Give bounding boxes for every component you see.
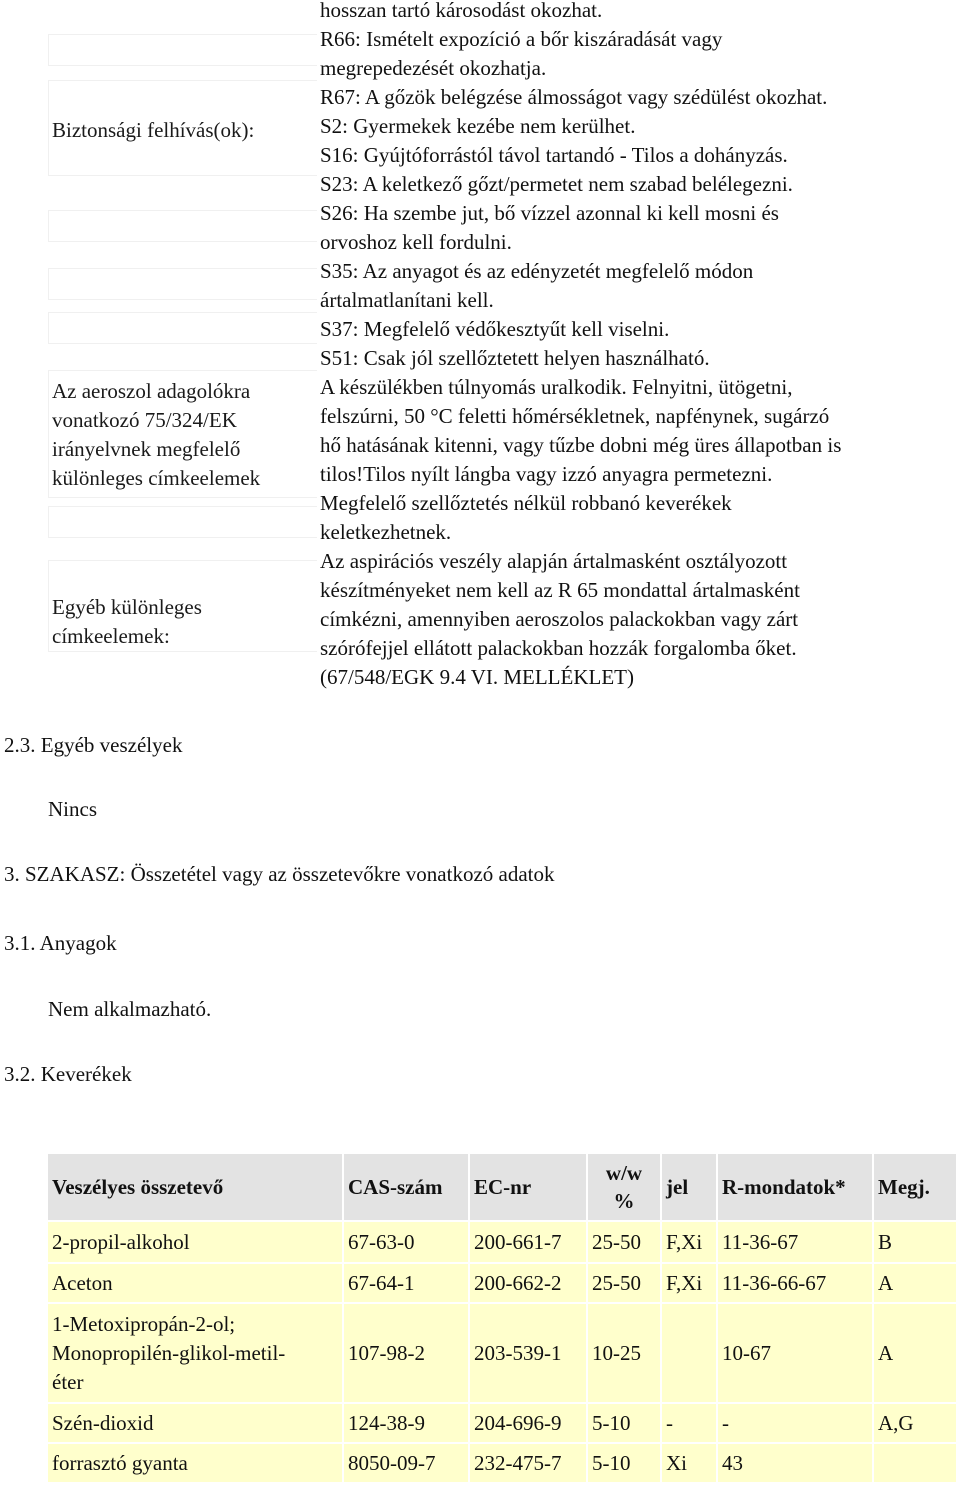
cell-notes xyxy=(874,1444,956,1482)
text-line: hő hatásának kitenni, vagy tűzbe dobni még üres állapotban is xyxy=(320,433,842,457)
cell-symbol xyxy=(662,1304,716,1402)
cell-r-phrases: 11-36-66-67 xyxy=(718,1264,872,1302)
label-cell xyxy=(48,210,317,242)
cell-ec: 200-661-7 xyxy=(470,1222,586,1262)
section-3-title: 3. SZAKASZ: Összetétel vagy az összetevőkre vonatkozó adatok xyxy=(4,862,555,886)
col-header-notes: Megj. xyxy=(874,1154,956,1220)
label-cell xyxy=(48,34,317,66)
label-cell xyxy=(48,506,317,538)
table-row xyxy=(48,1222,956,1262)
cell-symbol: F,Xi xyxy=(662,1264,716,1302)
text-line: S23: A keletkező gőzt/permetet nem szabad belélegezni. xyxy=(320,172,793,196)
col-header-ww: w/w % xyxy=(588,1154,660,1220)
col-header-ec: EC-nr xyxy=(470,1154,586,1220)
cell-r-phrases: 43 xyxy=(718,1444,872,1482)
table-row xyxy=(48,1404,956,1442)
safety-text-block xyxy=(320,0,950,692)
cell-cas: 67-64-1 xyxy=(344,1264,468,1302)
text-line: orvoshoz kell fordulni. xyxy=(320,230,512,254)
table-row xyxy=(48,1444,956,1482)
table-row xyxy=(48,1264,956,1302)
col-header-symbol: jel xyxy=(662,1154,716,1220)
cell-cas: 124-38-9 xyxy=(344,1404,468,1442)
ingredients-table xyxy=(46,1152,958,1484)
cell-cas: 107-98-2 xyxy=(344,1304,468,1402)
cell-cas: 67-63-0 xyxy=(344,1222,468,1262)
col-header-cas: CAS-szám xyxy=(344,1154,468,1220)
text-line: szórófejjel ellátott palackokban hozzák forgalomba őket. xyxy=(320,636,797,660)
text-line: hosszan tartó károsodást okozhat. xyxy=(320,0,603,22)
table-header-row xyxy=(48,1154,956,1220)
cell-component: 2-propil-alkohol xyxy=(48,1222,342,1262)
text-line: Megfelelő szellőztetés nélkül robbanó keverékek xyxy=(320,491,732,515)
cell-ww: 10-25 xyxy=(588,1304,660,1402)
col-header-component: Veszélyes összetevő xyxy=(48,1154,342,1220)
table-row xyxy=(48,1304,956,1402)
cell-notes: A xyxy=(874,1264,956,1302)
text-line: keletkezhetnek. xyxy=(320,520,452,544)
col-header-r-phrases: R-mondatok* xyxy=(718,1154,872,1220)
text-line: ártalmatlanítani kell. xyxy=(320,288,494,312)
text-line: S16: Gyújtóforrástól távol tartandó - Tilos a dohányzás. xyxy=(320,143,788,167)
cell-cas: 8050-09-7 xyxy=(344,1444,468,1482)
cell-component: Aceton xyxy=(48,1264,342,1302)
cell-r-phrases: - xyxy=(718,1404,872,1442)
cell-symbol: F,Xi xyxy=(662,1222,716,1262)
text-line: Az aspirációs veszély alapján ártalmasként osztályozott xyxy=(320,549,788,573)
section-3-1-title: 3.1. Anyagok xyxy=(4,931,117,955)
text-line: S51: Csak jól szellőztetett helyen használható. xyxy=(320,346,710,370)
section-3-2-title: 3.2. Keverékek xyxy=(4,1062,132,1086)
other-label: Egyéb különleges címkeelemek: xyxy=(52,595,202,648)
text-line: tilos!Tilos nyílt lángba vagy izzó anyagra permetezni. xyxy=(320,462,773,486)
text-line: S35: Az anyagot és az edényzetét megfelelő módon xyxy=(320,259,754,283)
cell-symbol: - xyxy=(662,1404,716,1442)
cell-notes: A,G xyxy=(874,1404,956,1442)
text-line: A készülékben túlnyomás uralkodik. Felnyitni, ütögetni, xyxy=(320,375,793,399)
cell-ww: 5-10 xyxy=(588,1444,660,1482)
cell-r-phrases: 10-67 xyxy=(718,1304,872,1402)
section-2-3-title: 2.3. Egyéb veszélyek xyxy=(4,733,183,757)
text-line: megrepedezését okozhatja. xyxy=(320,56,547,80)
text-line: S26: Ha szembe jut, bő vízzel azonnal ki kell mosni és xyxy=(320,201,779,225)
label-cell xyxy=(48,312,317,344)
cell-ec: 203-539-1 xyxy=(470,1304,586,1402)
text-line: (67/548/EGK 9.4 VI. MELLÉKLET) xyxy=(320,665,634,689)
text-line: S2: Gyermekek kezébe nem kerülhet. xyxy=(320,114,636,138)
cell-symbol: Xi xyxy=(662,1444,716,1482)
cell-ec: 232-475-7 xyxy=(470,1444,586,1482)
safety-label: Biztonsági felhívás(ok): xyxy=(52,118,255,142)
text-line: R66: Ismételt expozíció a bőr kiszáradását vagy xyxy=(320,27,723,51)
section-2-3-body: Nincs xyxy=(48,797,97,821)
cell-component: Szén-dioxid xyxy=(48,1404,342,1442)
text-line: R67: A gőzök belégzése álmosságot vagy szédülést okozhat. xyxy=(320,85,828,109)
text-line: felszúrni, 50 °C feletti hőmérsékletnek, napfénynek, sugárzó xyxy=(320,404,830,428)
cell-ww: 25-50 xyxy=(588,1264,660,1302)
cell-ww: 5-10 xyxy=(588,1404,660,1442)
aerosol-label: Az aeroszol adagolókra vonatkozó 75/324/EK irányelvnek megfelelő különleges címkeelemek xyxy=(52,379,261,490)
cell-component: forrasztó gyanta xyxy=(48,1444,342,1482)
text-line: címkézni, amennyiben aeroszolos palackokban vagy zárt xyxy=(320,607,799,631)
section-3-1-body: Nem alkalmazható. xyxy=(48,997,212,1021)
cell-ww: 25-50 xyxy=(588,1222,660,1262)
cell-ec: 200-662-2 xyxy=(470,1264,586,1302)
cell-component: 1-Metoxipropán-2-ol; Monopropilén-glikol-metil- éter xyxy=(48,1304,342,1402)
text-line: S37: Megfelelő védőkesztyűt kell viselni. xyxy=(320,317,670,341)
cell-ec: 204-696-9 xyxy=(470,1404,586,1442)
cell-notes: A xyxy=(874,1304,956,1402)
cell-notes: B xyxy=(874,1222,956,1262)
text-line: készítményeket nem kell az R 65 mondattal ártalmasként xyxy=(320,578,800,602)
label-cell xyxy=(48,268,317,300)
cell-r-phrases: 11-36-67 xyxy=(718,1222,872,1262)
